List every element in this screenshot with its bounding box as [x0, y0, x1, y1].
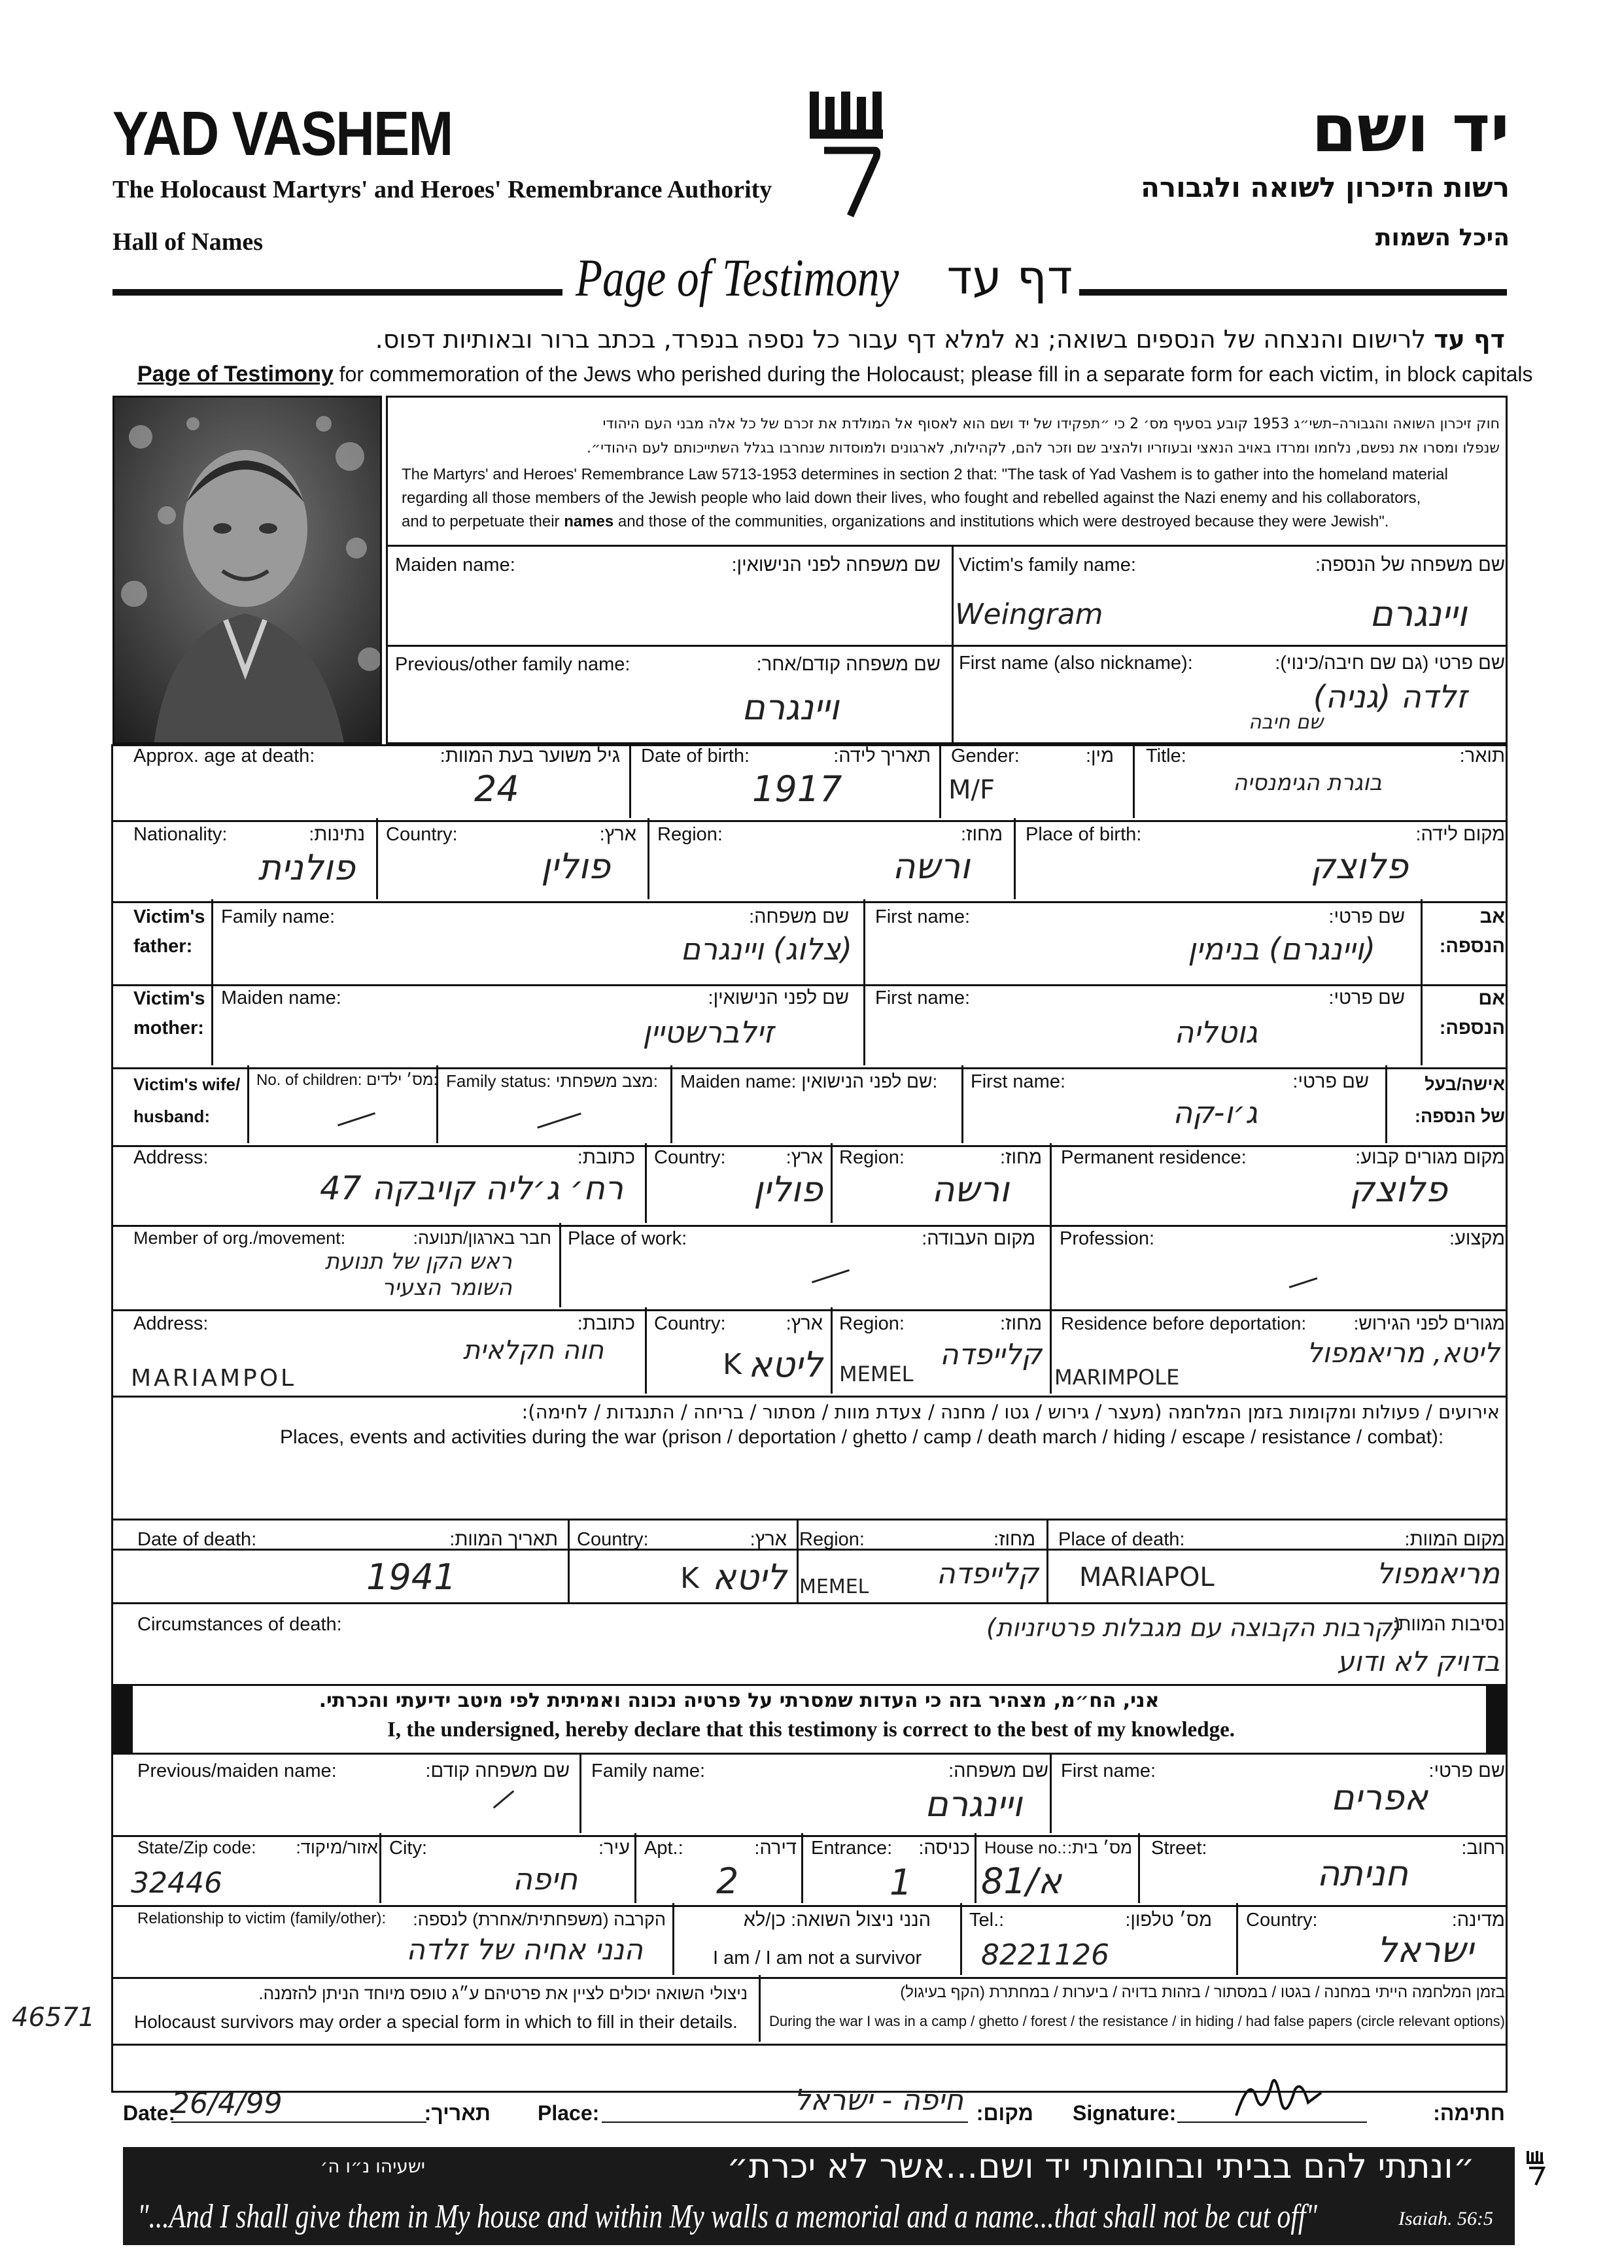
victim-family-label-he: שם משפחה של הנספה:	[1315, 555, 1505, 576]
authority-en: The Holocaust Martyrs' and Heroes' Remembrance Authority	[112, 176, 772, 203]
father-he-a: אב	[1479, 906, 1505, 927]
spouse-maiden-en: Maiden name:	[680, 1071, 797, 1091]
divider	[379, 1833, 381, 1903]
signature-label-he: חתימה:	[1433, 2101, 1505, 2125]
apt-label: Apt.:	[644, 1838, 683, 1859]
father-first-value[interactable]: (ויינגרם) בנימין	[1188, 931, 1375, 967]
house-value[interactable]: 81/א	[981, 1861, 1062, 1902]
entrance-label-he: כניסה:	[918, 1838, 970, 1859]
addr-country-label: Country:	[654, 1147, 726, 1168]
divider	[1046, 1519, 1048, 1602]
victim-family-label: Victim's family name:	[959, 555, 1136, 576]
intro-he	[375, 325, 1505, 354]
verse-en: "...And I shall give them in My house and within My walls a memorial and a name...that shall not be cut off"	[137, 2198, 1317, 2235]
sub-first-value[interactable]: אפרים	[1330, 1777, 1428, 1818]
city-label-he: עיר:	[598, 1838, 630, 1859]
street-label-he: רחוב:	[1461, 1838, 1505, 1859]
divider	[960, 1903, 962, 1975]
law-en-line3-a: and to perpetuate their	[402, 513, 564, 530]
sub-country-value[interactable]: ישראל	[1377, 1929, 1474, 1970]
region-value[interactable]: ורשה	[892, 846, 970, 887]
date-label: Date:	[123, 2101, 176, 2125]
law-he-line2: שנפלו ומסרו את נפשם, נלחמו ומרדו באויב הנאצי ובעוזריו ולהציב שם וזכר להם, לקהילות, לארגונים ולמוסדות שנחרבו בגלל השתייכותם לעם היהודי״.	[586, 440, 1500, 456]
sub-first-label: First name:	[1061, 1761, 1156, 1781]
sub-family-value[interactable]: ויינגרם	[924, 1783, 1022, 1825]
house-label-he: מס׳ בית:	[1067, 1838, 1132, 1857]
region-label: Region:	[657, 824, 723, 845]
page-title-he: דף עד	[946, 250, 1073, 305]
perm-res-value[interactable]: פלוצק	[1349, 1169, 1447, 1210]
divider	[559, 1223, 561, 1307]
divider	[1385, 1065, 1387, 1143]
region-label-he: מחוז:	[961, 824, 1003, 845]
place-label-he: מקום:	[976, 2101, 1033, 2125]
divider	[648, 818, 649, 899]
war-he: בזמן המלחמה הייתי במחנה / בגטו / במסתור / בזהות בדויה / ביערות / במחתרת (הקף בעיגול)	[900, 1984, 1505, 2001]
wife-label	[133, 1069, 240, 1133]
first-name-value[interactable]: זלדה (גניה)	[1313, 679, 1467, 715]
dod-value[interactable]: 1941	[366, 1556, 457, 1598]
place-value[interactable]: חיפה - ישראל	[794, 2084, 963, 2117]
date-line	[171, 2122, 426, 2123]
org-name-he: יד ושם	[1311, 90, 1510, 167]
entrance-value[interactable]: 1	[890, 1862, 912, 1903]
children-he: מס׳ ילדים:	[366, 1071, 438, 1089]
country-label: Country:	[386, 824, 458, 845]
circ-value-2[interactable]: בדויק לא ודוע	[1337, 1645, 1500, 1677]
spouse-maiden-he: שם לפני הנישואין:	[801, 1071, 938, 1091]
zip-label-he: אזור/מיקוד:	[296, 1838, 378, 1857]
res-address-label-he: כתובת:	[577, 1313, 635, 1334]
work-label-he: מקום העבודה:	[922, 1228, 1035, 1249]
wife-en: Victim's wife/	[133, 1074, 241, 1094]
res-address-value[interactable]: חוה חקלאית	[462, 1335, 604, 1366]
mother-label: mother:	[133, 1017, 204, 1039]
divider	[831, 1143, 833, 1223]
events-label-en: Places, events and activities during the war (prison / deportation / ghetto / camp / death march / hiding / escape / resistance / combat):	[280, 1426, 1444, 1448]
husband-en: husband:	[133, 1107, 210, 1127]
first-name-nick-label-he: שם פרטי (גם שם חיבה/כינוי):	[1275, 653, 1505, 674]
divider	[1014, 818, 1016, 899]
pod-value[interactable]: מריאמפול	[1376, 1557, 1500, 1590]
sub-family-label-he: שם משפחה:	[948, 1761, 1048, 1781]
nationality-value[interactable]: פולנית	[258, 847, 355, 888]
mother-first-label: First name:	[875, 988, 971, 1008]
addr-country-value[interactable]: פולין	[753, 1169, 823, 1210]
children-label	[256, 1073, 438, 1088]
survivor-label-en[interactable]: I am / I am not a survivor	[713, 1948, 922, 1968]
sub-country-label-he: מדינה:	[1451, 1910, 1505, 1931]
mother-first-label-he: שם פרטי:	[1328, 988, 1405, 1008]
mother-maiden-label: Maiden name:	[221, 988, 341, 1008]
pod-label-he: מקום המוות:	[1404, 1529, 1505, 1550]
special-form-en: Holocaust survivors may order a special form in which to fill in their details.	[134, 2012, 738, 2032]
divider	[211, 899, 213, 1065]
dob-value[interactable]: 1917	[752, 768, 842, 810]
law-en-line3	[402, 513, 1389, 531]
children-en: No. of children:	[256, 1071, 362, 1089]
apt-value[interactable]: 2	[716, 1861, 739, 1902]
divider	[579, 1753, 581, 1833]
member-label: Member of org./movement:	[133, 1228, 346, 1248]
divider	[1050, 1143, 1052, 1223]
perm-res-label: Permanent residence:	[1061, 1147, 1247, 1168]
law-en-line3-b: and those of the communities, organizations and institutions which were destroyed because they were Jewish".	[613, 513, 1389, 530]
divider	[1050, 1307, 1052, 1394]
authority-he: רשות הזיכרון לשואה ולגבורה	[1141, 171, 1510, 203]
special-form-he: ניצולי השואה יכולים לציין את פרטיהם ע״ג טופס מיוחד הניתן להזמנה.	[258, 1984, 748, 2003]
declaration-he: אני, הח״מ, מצהיר בזה כי העדות שמסרתי על פרטיה נכונה ואמיתית לפי מיטב ידיעתי והכרתי.	[319, 1689, 1160, 1712]
address-label: Address:	[133, 1147, 209, 1168]
pod-latin[interactable]: MARIAPOL	[1079, 1562, 1215, 1592]
mother-first-value[interactable]: גוטליה	[1174, 1014, 1258, 1050]
circ-value-1[interactable]: (קרבות הקבוצה עם מגבלות פרטיזניות)	[986, 1613, 1402, 1642]
pob-label-he: מקום לידה:	[1415, 824, 1505, 845]
divider	[1138, 1833, 1140, 1903]
prev-family-label: Previous/other family name:	[395, 654, 631, 675]
profession-label-he: מקצוע:	[1449, 1228, 1505, 1249]
divider	[797, 1519, 799, 1602]
perm-res-label-he: מקום מגורים קבוע:	[1355, 1147, 1505, 1168]
res-country-label-he: ארץ:	[786, 1313, 823, 1334]
spouse-first-value[interactable]: ג׳ו-קה	[1173, 1095, 1258, 1130]
declaration-en: I, the undersigned, hereby declare that this testimony is correct to the best of my knowledge.	[387, 1718, 1235, 1742]
father-family-label: Family name:	[221, 906, 336, 927]
mother-he-label	[1440, 984, 1505, 1043]
verse-ref-en: Isaiah. 56:5	[1398, 2208, 1493, 2229]
res-country-label: Country:	[654, 1313, 726, 1334]
divider	[670, 1065, 672, 1143]
sub-country-label: Country:	[1246, 1910, 1318, 1931]
relation-label: Relationship to victim (family/other):	[137, 1910, 387, 1927]
divider	[376, 818, 378, 899]
divider	[645, 1143, 647, 1223]
member-value-1[interactable]: ראש הקן של תנועת	[324, 1248, 512, 1275]
res-address-latin[interactable]: MARIAMPOL	[131, 1365, 297, 1392]
death-region-value[interactable]: קלייפדה	[936, 1557, 1039, 1590]
divider	[629, 744, 631, 818]
law-he-line1: חוק זיכרון השואה והגבורה–תשי״ג 1953 קובע בסעיף מס׳ 2 כי ״תפקידו של יד ושם הוא לאסוף אל המולדת את זכרם של כל אלה מבני העם היהודי	[602, 416, 1500, 432]
prev-maiden-label-he: שם משפחה קודם:	[425, 1761, 570, 1781]
work-label: Place of work:	[568, 1228, 687, 1249]
profession-label: Profession:	[1060, 1228, 1155, 1249]
victims-label: Victim's	[133, 988, 205, 1009]
age-label: Approx. age at death:	[133, 746, 315, 766]
mother-he-a: אם	[1478, 988, 1505, 1009]
victim-family-value[interactable]: ויינגרם	[1369, 593, 1467, 634]
pod-label: Place of death:	[1058, 1529, 1185, 1550]
mother-maiden-label-he: שם לפני הנישואין:	[708, 988, 849, 1008]
victims-label: Victim's	[133, 906, 205, 927]
dod-label-he: תאריך המוות:	[449, 1529, 558, 1550]
death-region-label-he: מחוז:	[993, 1529, 1035, 1550]
maiden-name-label: Maiden name:	[395, 555, 515, 576]
place-label: Place:	[538, 2101, 600, 2125]
divider	[801, 1833, 803, 1903]
street-value[interactable]: חניתה	[1317, 1853, 1408, 1894]
death-region-latin[interactable]: MEMEL	[799, 1575, 869, 1598]
victims-mother-label	[133, 984, 205, 1043]
res-address-label: Address:	[133, 1313, 209, 1334]
pob-label: Place of birth:	[1026, 824, 1142, 845]
dob-label-he: תאריך לידה:	[833, 746, 931, 766]
res-before-value[interactable]: ליטא, מריאמפול	[1306, 1337, 1500, 1369]
intro-he-bold: דף עד	[1434, 325, 1505, 354]
addr-region-label-he: מחוז:	[1000, 1147, 1042, 1168]
age-label-he: גיל משוער בעת המוות:	[440, 746, 620, 766]
margin-number: 46571	[12, 2002, 95, 2033]
father-label: father:	[133, 935, 193, 957]
father-he-label	[1440, 902, 1505, 961]
address-value[interactable]: רח׳ ג׳ליה קויבקה 47	[320, 1169, 623, 1207]
divider	[1050, 1753, 1052, 1833]
res-region-value[interactable]: קלייפדה	[939, 1338, 1042, 1371]
title-label: Title:	[1146, 746, 1186, 766]
divider	[1050, 1223, 1052, 1307]
divider	[247, 1065, 249, 1143]
pob-value[interactable]: פלוצק	[1310, 846, 1408, 887]
signature-label: Signature:	[1073, 2101, 1177, 2125]
victim-family-latin[interactable]: Weingram	[955, 598, 1103, 631]
res-region-label-he: מחוז:	[1000, 1313, 1042, 1334]
divider	[645, 1307, 647, 1394]
nationality-label: Nationality:	[133, 824, 228, 845]
death-country-value[interactable]: ליטא	[712, 1556, 787, 1598]
of-victim-he: הנספה:	[1439, 1017, 1505, 1039]
tel-value[interactable]: 8221126	[981, 1938, 1109, 1972]
yad-vashem-logo	[804, 78, 896, 229]
street-label: Street:	[1151, 1838, 1207, 1859]
first-name-note[interactable]: שם חיבה	[1249, 711, 1323, 734]
prev-maiden-label: Previous/maiden name:	[137, 1761, 337, 1781]
res-region-label: Region:	[839, 1313, 905, 1334]
declaration-bar-left	[113, 1686, 133, 1753]
member-value-2[interactable]: השומר הצעיר	[381, 1275, 512, 1301]
prev-family-value[interactable]: ויינגרם	[741, 687, 839, 728]
divider	[759, 1975, 761, 2042]
spouse-maiden-label	[680, 1073, 937, 1091]
father-first-label: First name:	[875, 906, 971, 927]
divider	[568, 1519, 570, 1602]
family-status-label	[446, 1073, 658, 1090]
war-en: During the war I was in a camp / ghetto / forest / the resistance / in hiding / had false papers (circle relevant options)	[769, 2013, 1506, 2029]
city-value[interactable]: חיפה	[512, 1861, 578, 1897]
zip-value[interactable]: 32446	[131, 1866, 222, 1900]
page-title-en: Page of Testimony	[576, 248, 899, 307]
gender-label: Gender:	[951, 746, 1020, 766]
title-label-he: תואר:	[1459, 746, 1505, 766]
country-value[interactable]: פולין	[541, 846, 610, 887]
title-value[interactable]: בוגרת הגימנסיה	[1233, 770, 1382, 796]
divider	[975, 1833, 976, 1903]
family-status-en: Family status:	[446, 1071, 551, 1091]
divider	[634, 1833, 636, 1903]
res-before-label-he: מגורים לפני הגירוש:	[1353, 1313, 1505, 1333]
divider	[961, 1065, 963, 1143]
law-en-line1: The Martyrs' and Heroes' Remembrance Law 5713-1953 determines in section 2 that: "The task of Yad Vashem is to gather into the homeland material	[402, 466, 1448, 483]
divider	[939, 744, 941, 818]
intro-en-bold: Page of Testimony	[137, 362, 334, 387]
date-value[interactable]: 26/4/99	[171, 2087, 283, 2120]
zip-label: State/Zip code:	[137, 1838, 256, 1857]
gender-value[interactable]: M/F	[948, 775, 995, 805]
victim-photo	[112, 396, 382, 744]
wife-he-label	[1415, 1069, 1505, 1132]
address-label-he: כתובת:	[577, 1147, 635, 1168]
circ-label-he: נסיבות המוות:	[1392, 1614, 1505, 1635]
intro-en-text: for commemoration of the Jews who perished during the Holocaust; please fill in a separate form for each victim, in block capitals	[333, 362, 1533, 386]
wife-he-a: אישה/בעל	[1425, 1074, 1505, 1094]
divider	[672, 1903, 674, 1975]
wife-he-b: של הנספה:	[1415, 1106, 1505, 1126]
addr-region-value[interactable]: ורשה	[931, 1169, 1009, 1210]
maiden-name-label-he: שם משפחה לפני הנישואין:	[731, 555, 941, 576]
place-line	[602, 2122, 968, 2123]
spouse-first-label: First name:	[971, 1071, 1066, 1092]
intro-he-text: לרישום והנצחה של הנספים בשואה; נא למלא דף עבור כל נספה בנפרד, בכתב ברור ובאותיות דפוס.	[375, 325, 1434, 354]
sub-first-label-he: שם פרטי:	[1428, 1761, 1505, 1781]
entrance-label: Entrance:	[811, 1838, 893, 1859]
family-status-he: מצב משפחתי:	[555, 1071, 658, 1091]
divider	[1133, 744, 1135, 818]
res-country-value[interactable]: ליטא	[748, 1344, 823, 1385]
hall-of-names-he: היכל השמות	[1375, 224, 1510, 251]
victims-father-label	[133, 902, 205, 961]
house-label: House no.:	[984, 1838, 1067, 1857]
circ-label: Circumstances of death:	[137, 1614, 342, 1635]
age-value[interactable]: 24	[474, 768, 519, 810]
addr-country-label-he: ארץ:	[786, 1147, 823, 1168]
apt-label-he: דירה:	[754, 1838, 797, 1859]
res-country-latin[interactable]: K	[723, 1348, 742, 1381]
country-label-he: ארץ:	[599, 824, 636, 845]
signature-image[interactable]	[1230, 2070, 1328, 2125]
sub-family-label: Family name:	[591, 1761, 706, 1781]
tel-label-he: מס׳ טלפון:	[1125, 1910, 1212, 1931]
addr-region-label: Region:	[839, 1147, 905, 1168]
divider	[863, 899, 865, 1065]
events-label-he: אירועים / פעולות ומקומות בזמן המלחמה (מעצר / גירוש / גטו / מחנה / צעדת מוות / מסתור / בריחה / התנגדות / לחימה):	[521, 1401, 1500, 1423]
survivor-label-he: הנני ניצול השואה: כן/לא	[743, 1910, 931, 1931]
res-before-latin[interactable]: MARIMPOLE	[1054, 1365, 1180, 1390]
intro-en	[137, 362, 1533, 387]
first-name-nick-label: First name (also nickname):	[959, 653, 1193, 674]
father-first-label-he: שם פרטי:	[1328, 906, 1405, 927]
law-en-line2: regarding all those members of the Jewish people who laid down their lives, who fought and rebelled against the Nazi enemy and his collaborators,	[402, 489, 1421, 507]
spouse-first-label-he: שם פרטי:	[1292, 1071, 1369, 1092]
divider	[831, 1307, 833, 1394]
father-family-label-he: שם משפחה:	[749, 906, 849, 927]
father-family-value[interactable]: (צלוג) ויינגרם	[680, 931, 852, 967]
death-country-label-he: ארץ:	[750, 1529, 787, 1550]
mother-maiden-value[interactable]: זילברשטיין	[642, 1014, 774, 1050]
divider	[1236, 1903, 1238, 1975]
death-country-latin[interactable]: K	[680, 1562, 699, 1595]
verse-ref-he: ישעיהו נ״ו ה׳	[320, 2156, 425, 2177]
city-label: City:	[389, 1838, 427, 1859]
nationality-label-he: נתינות:	[309, 824, 365, 845]
tel-label: Tel.:	[969, 1910, 1005, 1931]
divider	[1421, 899, 1423, 1065]
org-name-en: YAD VASHEM	[112, 99, 453, 169]
res-region-latin[interactable]: MEMEL	[839, 1362, 914, 1386]
dob-label: Date of birth:	[641, 746, 750, 766]
declaration-bar-right	[1486, 1686, 1506, 1753]
footer-logo-icon	[1525, 2148, 1547, 2188]
hall-of-names-en: Hall of Names	[112, 228, 264, 256]
of-victim-he: הנספה:	[1439, 935, 1505, 957]
death-country-label: Country:	[577, 1529, 649, 1550]
date-label-he: תאריך:	[424, 2101, 491, 2125]
dod-label: Date of death:	[137, 1529, 257, 1550]
relation-value[interactable]: הנני אחיה של זלדה	[406, 1933, 643, 1967]
relation-label-he: הקרבה (משפחתית/אחרת) לנספה:	[413, 1910, 666, 1929]
prev-family-label-he: שם משפחה קודם/אחר:	[756, 654, 941, 675]
res-before-label: Residence before deportation:	[1061, 1313, 1307, 1333]
divider	[111, 1519, 1508, 1521]
gender-label-he: מין:	[1085, 746, 1114, 766]
death-region-label: Region:	[799, 1529, 865, 1550]
member-label-he: חבר בארגון/תנועה:	[413, 1228, 551, 1248]
verse-he: ״ונתתי להם בביתי ובחומותי יד ושם...אשר לא יכרת״	[727, 2147, 1475, 2186]
law-names-bold: names	[564, 513, 614, 530]
